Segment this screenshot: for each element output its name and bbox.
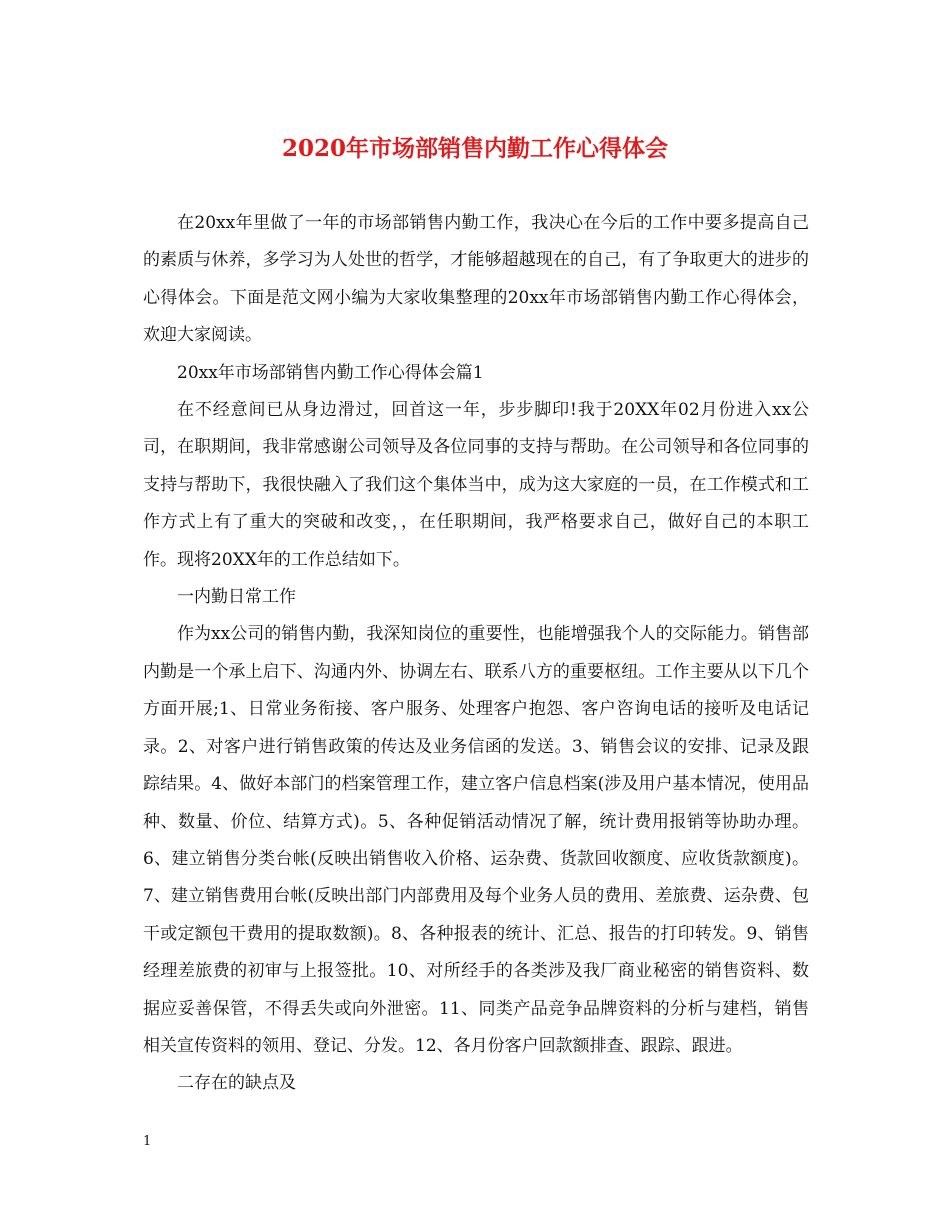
- paragraph-heading-daily-work: 一内勤日常工作: [177, 587, 296, 608]
- paragraph-review: 在不经意间已从身边滑过，回首这一年，步步脚印!我于20XX年02月份进入xx公司，在职期间，我非常感谢公司领导及各位同事的支持与帮助。在公司领导和各位同事的支持与帮助下，我很快融入了我们这个集体当中，成为这大家庭的一员，在工作模式和工作方式上有了重大的突破和改变，，在任职期间，我严格要求自己，做好自己的本职工作。现将20XX年的工作总结如下。: [143, 400, 809, 570]
- document-title: 2020年市场部销售内勤工作心得体会: [281, 135, 668, 162]
- paragraph-section-heading: 20xx年市场部销售内勤工作心得体会篇1: [177, 362, 484, 383]
- paragraph-intro: 在20xx年里做了一年的市场部销售内勤工作，我决心在今后的工作中要多提高自己的素质与休养，多学习为人处世的哲学，才能够超越现在的自己，有了争取更大的进步的心得体会。下面是范文网小编为大家收集整理的20xx年市场部销售内勤工作心得体会，欢迎大家阅读。: [143, 213, 809, 346]
- document-body: [143, 205, 809, 1103]
- page-number: 1: [143, 1134, 152, 1149]
- paragraph-daily-work-details: 作为xx公司的销售内勤，我深知岗位的重要性，也能增强我个人的交际能力。销售部内勤是一个承上启下、沟通内外、协调左右、联系八方的重要枢纽。工作主要从以下几个方面开展;1、日常业务衔接、客户服务、处理客户抱怨、客户咨询电话的接听及电话记录。2、对客户进行销售政策的传达及业务信函的发送。3、销售会议的安排、记录及跟踪结果。4、做好本部门的档案管理工作，建立客户信息档案(涉及用户基本情况，使用品种、数量、价位、结算方式)。5、各种促销活动情况了解，统计费用报销等协助办理。6、建立销售分类台帐(反映出销售收入价格、运杂费、货款回收额度、应收货款额度)。7、建立销售费用台帐(反映出部门内部费用及每个业务人员的费用、差旅费、运杂费、包干或定额包干费用的提取数额)。8、各种报表的统计、汇总、报告的打印转发。9、销售经理差旅费的初审与上报签批。10、对所经手的各类涉及我厂商业秘密的销售资料、数据应妥善保管，不得丢失或向外泄密。11、同类产品竞争品牌资料的分析与建档，销售相关宣传资料的领用、登记、分发。12、各月份客户回款额排查、跟踪、跟进。: [143, 624, 809, 1056]
- paragraph-heading-shortcomings: 二存在的缺点及: [177, 1073, 296, 1094]
